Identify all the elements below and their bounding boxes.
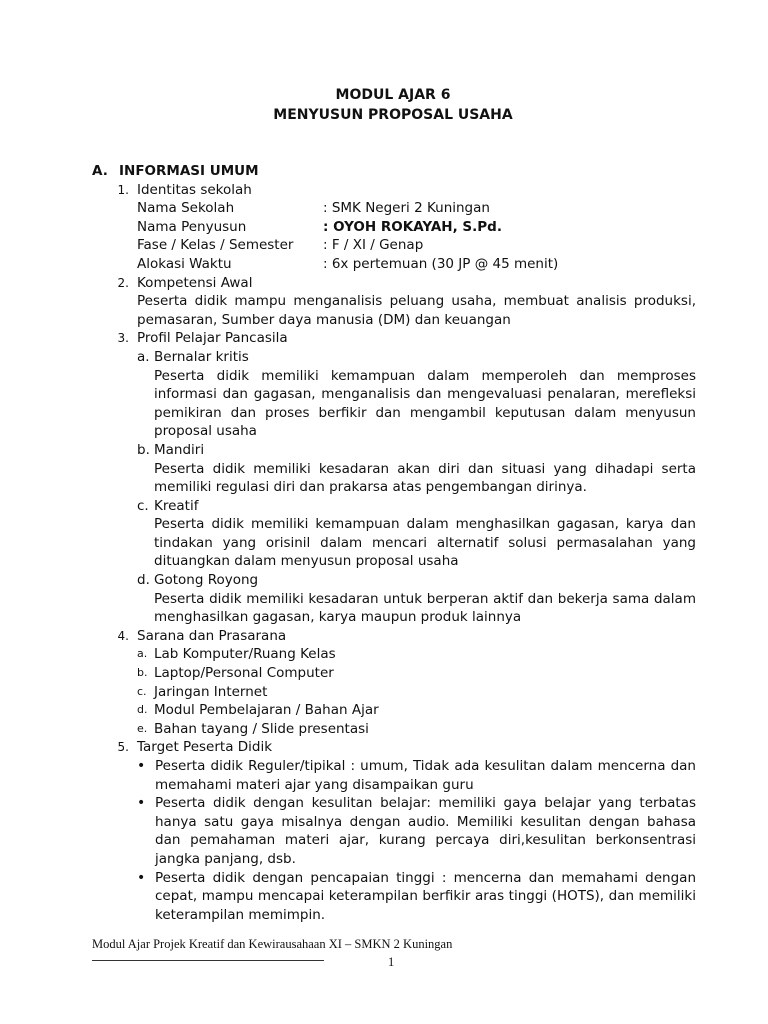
module-number-title: MODUL AJAR 6 — [335, 87, 451, 103]
profil-item-title: Kreatif — [154, 497, 199, 514]
profil-item-text: Peserta didik memiliki kemampuan dalam menghasilkan gagasan, karya dan tindakan yang orisinil dalam mencari alternatif solusi permasalahan yang dituangkan dalam menyusun proposal usaha — [154, 516, 696, 570]
identity-value: : F / XI / Genap — [323, 237, 424, 254]
identity-key: Fase / Kelas / Semester — [137, 237, 294, 254]
kompetensi-title: Kompetensi Awal — [137, 274, 253, 291]
section-a-label: A. — [92, 163, 108, 179]
target-bullet-item — [137, 757, 696, 794]
item-number: 1. — [117, 182, 129, 197]
sarana-letter: b. — [137, 666, 148, 680]
profil-item — [137, 441, 696, 497]
section-a-title: INFORMASI UMUM — [119, 163, 259, 179]
sarana-letter: a. — [137, 647, 148, 661]
identity-key: Nama Penyusun — [137, 218, 247, 235]
sarana-text: Laptop/Personal Computer — [154, 665, 334, 682]
sarana-text: Lab Komputer/Ruang Kelas — [154, 646, 336, 663]
identitas-title: Identitas sekolah — [137, 181, 252, 198]
page-footer — [92, 936, 492, 961]
identity-row — [137, 236, 696, 255]
target-title: Target Peserta Didik — [137, 739, 273, 756]
sarana-item — [137, 720, 696, 739]
target-text: Peserta didik dengan pencapaian tinggi : mencerna dan memahami dengan cepat, mampu mencapai keterampilan berfikir aras tinggi (HOTS), dan memiliki keterampilan memimpin. — [155, 869, 696, 923]
sarana-text: Jaringan Internet — [154, 683, 268, 700]
target-bullet-item — [137, 794, 696, 868]
profil-item-text: Peserta didik memiliki kesadaran akan diri dan situasi yang dihadapi serta memiliki regulasi diri dan prakarsa atas pengembangan dirinya. — [154, 460, 696, 496]
sarana-item — [137, 645, 696, 664]
bullet-icon: • — [137, 758, 146, 774]
profil-item-title: Mandiri — [154, 441, 205, 458]
sarana-item — [137, 683, 696, 702]
sarana-section — [92, 627, 696, 739]
module-topic-title: MENYUSUN PROPOSAL USAHA — [273, 107, 513, 123]
profil-title: Profil Pelajar Pancasila — [137, 330, 288, 347]
footer-rule — [92, 960, 324, 961]
sarana-letter: e. — [137, 721, 148, 735]
item-number: 3. — [117, 331, 129, 346]
identity-key: Nama Sekolah — [137, 200, 235, 217]
sarana-letter: c. — [137, 684, 147, 698]
identity-value: : OYOH ROKAYAH, S.Pd. — [323, 218, 502, 235]
profil-item-title: Gotong Royong — [154, 572, 259, 589]
kompetensi-section — [92, 274, 696, 330]
item-number: 4. — [117, 628, 129, 643]
identitas-section — [92, 181, 696, 274]
sarana-item — [137, 664, 696, 683]
item-number: 2. — [117, 275, 129, 290]
profil-letter: c. — [137, 497, 149, 514]
profil-item — [137, 571, 696, 627]
sarana-text: Bahan tayang / Slide presentasi — [154, 720, 369, 737]
target-text: Peserta didik dengan kesulitan belajar: memiliki gaya belajar yang terbatas hanya satu gaya misalnya dengan audio. Memiliki kesulitan dengan bahasa dan pemahaman materi ajar, kurang percaya diri,kesulitan berkonsentrasi jangka panjang, dsb. — [155, 795, 696, 867]
kompetensi-text: Peserta didik mampu menganalisis peluang usaha, membuat analisis produksi, pemasaran, Sumber daya manusia (DM) dan keuangan — [137, 293, 696, 328]
footer-text: Modul Ajar Projek Kreatif dan Kewirausahaan XI – SMKN 2 Kuningan — [92, 937, 453, 951]
identity-row — [137, 218, 696, 237]
sarana-title: Sarana dan Prasarana — [137, 627, 287, 644]
identity-row — [137, 199, 696, 218]
item-number: 5. — [117, 740, 129, 755]
profil-item-text: Peserta didik memiliki kemampuan dalam memperoleh dan memproses informasi dan gagasan, menganalisis dan mengevaluasi penalaran, merefleksi pemikiran dan proses berfikir dan mengambil keputusan dalam menyusun proposal usaha — [154, 367, 696, 440]
identity-key: Alokasi Waktu — [137, 255, 232, 272]
bullet-icon: • — [137, 869, 146, 886]
profil-item-title: Bernalar kritis — [154, 348, 249, 365]
target-section — [92, 738, 696, 924]
target-bullet-item — [137, 869, 696, 925]
profil-letter: a. — [137, 348, 150, 365]
section-a-heading — [92, 162, 696, 181]
profil-item — [137, 348, 696, 441]
profil-letter: b. — [137, 441, 150, 458]
sarana-letter: d. — [137, 703, 148, 717]
bullet-icon: • — [137, 795, 146, 812]
identity-value: : SMK Negeri 2 Kuningan — [323, 200, 490, 217]
content — [92, 162, 696, 924]
target-text: Peserta didik Reguler/tipikal : umum, Tidak ada kesulitan dalam mencerna dan memahami materi ajar yang disampaikan guru — [155, 758, 696, 793]
sarana-item — [137, 701, 696, 720]
profil-item — [137, 497, 696, 571]
identity-value: : 6x pertemuan (30 JP @ 45 menit) — [323, 255, 559, 272]
page-number: 1 — [388, 955, 395, 969]
profil-letter: d. — [137, 572, 150, 589]
sarana-text: Modul Pembelajaran / Bahan Ajar — [154, 702, 379, 719]
profil-section — [92, 329, 696, 627]
identity-row — [137, 255, 696, 274]
profil-item-text: Peserta didik memiliki kesadaran untuk berperan aktif dan bekerja sama dalam menghasilkan gagasan, karya maupun produk lainnya — [154, 590, 696, 626]
